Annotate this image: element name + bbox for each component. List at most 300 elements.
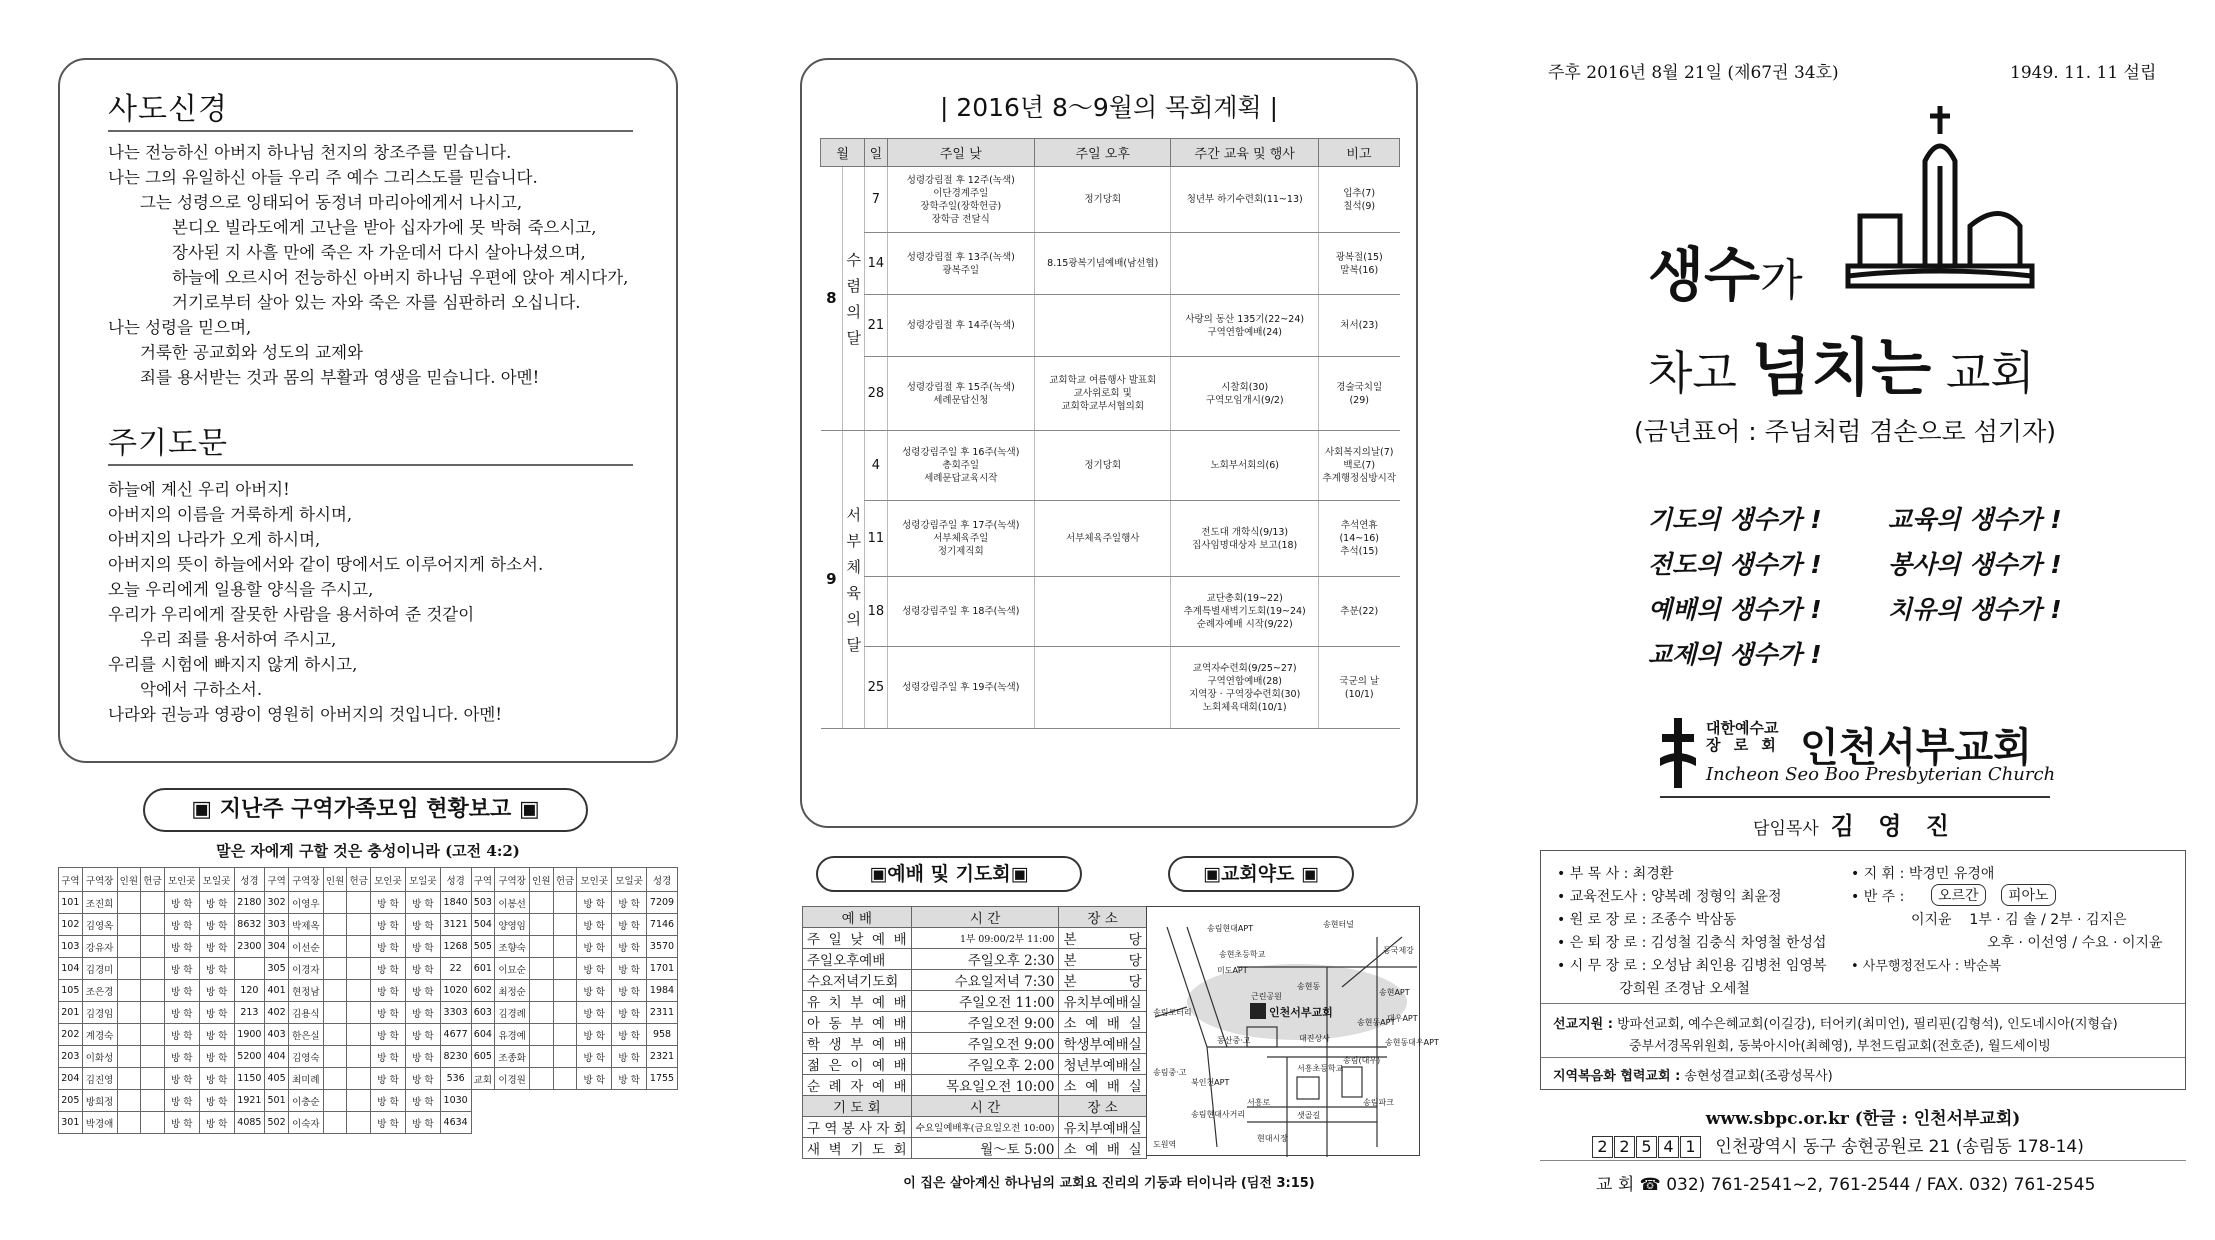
text-line: 나는 그의 유일하신 아들 우리 주 예수 그리스도를 믿습니다. [108, 168, 538, 187]
table-cell: 304 [265, 936, 289, 958]
text-line: 거기로부터 살아 있는 자와 죽은 자를 심판하러 오십니다. [172, 293, 581, 312]
table-cell [553, 1046, 577, 1068]
table-cell: 방 학 [612, 1002, 647, 1024]
table-cell: 방 학 [405, 1046, 440, 1068]
table-cell [141, 1090, 165, 1112]
month-name-cell [843, 167, 865, 431]
plan-cell [1035, 167, 1171, 233]
table-cell: 조종화 [495, 1046, 530, 1068]
month-name-char: 체 [846, 557, 861, 576]
table-cell: 이경원 [495, 1068, 530, 1090]
table-cell: 536 [440, 1068, 471, 1090]
table-cell [553, 1024, 577, 1046]
column-header: 모인곳 [164, 868, 199, 892]
table-cell: 603 [471, 1002, 495, 1024]
table-cell [530, 1046, 554, 1068]
table-cell: 3303 [440, 1002, 471, 1024]
plan-cell-line: 사랑의 동산 135기(22~24) [1185, 313, 1305, 325]
day-cell: 28 [865, 357, 887, 431]
table-cell [323, 1002, 347, 1024]
local-row [1553, 1065, 1833, 1084]
table-row [821, 647, 1400, 729]
table-cell-empty [471, 1090, 677, 1112]
text-line: 아버지의 뜻이 하늘에서와 같이 땅에서도 이루어지게 하소서. [108, 555, 544, 574]
table-cell: 방 학 [577, 980, 612, 1002]
table-row [59, 1068, 678, 1090]
prayer-title: 주기도문 [108, 426, 228, 461]
mission-text: 방파선교회, 예수은혜교회(이길강), 터어키(최미언), 필리핀(김형석), 인도네시아(지형습) [1617, 1017, 2118, 1032]
table-cell: 방 학 [405, 914, 440, 936]
text-line: 우리 죄를 용서하여 주시고, [140, 630, 337, 649]
column-header: 구역장 [495, 868, 530, 892]
map-label: 송림현대APT [1207, 924, 1254, 933]
local-text: 송현성결교회(조광성목사) [1684, 1069, 1833, 1084]
service-name: 주일오후예배 [803, 949, 912, 970]
table-cell [141, 1112, 165, 1134]
table-cell: 이봉선 [495, 892, 530, 914]
table-row [59, 1046, 678, 1068]
text-line: 아버지의 이름을 거룩하게 하시며, [108, 505, 353, 524]
plan-cell-line: 노회체육대회(10/1) [1202, 701, 1287, 713]
month-name-char: 수 [846, 250, 861, 269]
plan-cell [887, 501, 1035, 577]
table-cell: 방 학 [405, 1068, 440, 1090]
table-cell: 조진희 [82, 892, 117, 914]
table-cell: 방 학 [577, 1068, 612, 1090]
staff-row: 강희원 조경남 오세철 [1557, 981, 1750, 997]
month-name-char: 서 [846, 505, 861, 524]
month-name-char: 달 [846, 328, 861, 347]
table-row [803, 1033, 1147, 1054]
service-time: 주일오전 11:00 [911, 991, 1059, 1012]
table-cell: 1900 [234, 1024, 265, 1046]
table-cell [323, 914, 347, 936]
bible-verse: 이 집은 살아계신 하나님의 교회요 진리의 기둥과 터이니라 (딤전 3:15) [903, 1176, 1315, 1191]
column-header: 일 [865, 139, 887, 167]
column-header: 장 소 [1059, 907, 1146, 928]
plan-cell-line: 성령강림절 후 15주(녹색) [906, 381, 1015, 393]
table-cell [141, 1068, 165, 1090]
table-row [59, 980, 678, 1002]
table-cell: 방 학 [164, 1002, 199, 1024]
table-cell: 8632 [234, 914, 265, 936]
table-row [803, 1138, 1147, 1159]
table-cell: 방 학 [164, 914, 199, 936]
table-cell: 402 [265, 1002, 289, 1024]
zip-digit: 5 [1636, 1136, 1657, 1158]
table-cell: 계경숙 [82, 1024, 117, 1046]
map-label: 송현APT [1379, 988, 1410, 997]
month-cell: 8 [821, 167, 843, 431]
column-header: 비고 [1318, 139, 1399, 167]
service-time: 주일오전 9:00 [911, 1033, 1059, 1054]
table-row [59, 1112, 678, 1134]
table-cell: 2180 [234, 892, 265, 914]
table-cell [553, 936, 577, 958]
table-cell: 1268 [440, 936, 471, 958]
table-row [59, 936, 678, 958]
map-label: 샛골길 [1297, 1111, 1321, 1120]
table-cell: 방 학 [164, 1090, 199, 1112]
plan-cell-line: 광복절(15) [1335, 251, 1383, 263]
plan-cell [1318, 295, 1399, 357]
plan-cell-line: 8.15광복기념예배(남선협) [1047, 258, 1159, 269]
table-cell: 방 학 [577, 1002, 612, 1024]
table-cell: 103 [59, 936, 83, 958]
map-church-label: 인천서부교회 [1269, 1006, 1333, 1019]
mission-label: 선교지원 : [1553, 1017, 1613, 1032]
text-line: 나라와 권능과 영광이 영원히 아버지의 것입니다. 아멘! [108, 705, 503, 724]
plan-cell-line: 추계행정심방시작 [1322, 473, 1396, 484]
plan-cell-line: 추석연휴 [1340, 520, 1378, 531]
plan-cell [887, 357, 1035, 431]
table-row [59, 1024, 678, 1046]
cheer-item: 봉사의 생수가 ! [1888, 550, 2062, 579]
service-place: 본 당 [1059, 970, 1146, 991]
text-line: 악에서 구하소서. [140, 680, 263, 699]
table-cell: 4085 [234, 1112, 265, 1134]
table-cell: 박경애 [82, 1112, 117, 1134]
plan-cell-line: 집사임명대상자 보고(18) [1192, 539, 1298, 551]
month-name-char: 렴 [846, 276, 861, 295]
table-cell: 김경임 [82, 1002, 117, 1024]
table-cell: 방 학 [405, 936, 440, 958]
mission-row [1553, 1013, 2118, 1032]
cheer-item: 예배의 생수가 ! [1648, 595, 1822, 624]
map-drawing [1147, 907, 1421, 1157]
day-cell: 7 [865, 167, 887, 233]
pastor-line [1660, 796, 2050, 841]
map-label: 송림현대사거리 [1191, 1110, 1246, 1119]
map-label: 송림파크 [1363, 1098, 1394, 1107]
service-name: 유 치 부 예 배 [803, 991, 912, 1012]
table-cell: 404 [265, 1046, 289, 1068]
zip-digit: 4 [1658, 1136, 1679, 1158]
table-cell [323, 958, 347, 980]
local-label: 지역복음화 협력교회 : [1553, 1069, 1681, 1084]
plan-cell [1035, 431, 1171, 501]
address-line [1592, 1132, 2084, 1158]
staff-row: • 은 퇴 장 로 : 김성철 김충식 차영철 한성섭 [1557, 935, 1827, 951]
service-name: 학 생 부 예 배 [803, 1033, 912, 1054]
table-cell: 방 학 [405, 958, 440, 980]
map-label: 송현동APT [1357, 1018, 1396, 1027]
table-cell: 방 학 [612, 958, 647, 980]
map-label: 현대시장 [1257, 1134, 1288, 1143]
plan-cell-line: 교사위로회 및 [1073, 388, 1132, 399]
plan-cell [887, 647, 1035, 729]
plan-cell-line: 시찰회(30) [1221, 381, 1269, 393]
map-label: 송림중·고 [1153, 1068, 1187, 1077]
plan-cell-line: 구역연합예배(28) [1207, 675, 1282, 687]
table-cell: 이경자 [288, 958, 323, 980]
plan-cell-line: 구역모임개시(9/2) [1205, 394, 1284, 406]
table-cell [347, 892, 371, 914]
table-cell: 교회 [471, 1068, 495, 1090]
table-cell: 방 학 [371, 936, 406, 958]
service-time: 수요일예배후(금요일오전 10:00) [911, 1117, 1059, 1138]
text-line: 하늘에 오르시어 전능하신 아버지 하나님 우편에 앉아 계시다가, [172, 268, 629, 287]
service-time: 수요일저녁 7:30 [911, 970, 1059, 991]
plan-cell-line: 정기제직회 [937, 546, 984, 557]
table-cell: 조향숙 [495, 936, 530, 958]
table-cell [530, 914, 554, 936]
plan-cell-line: 노회부서회의(6) [1210, 460, 1279, 471]
staff-row: • 교육전도사 : 양복례 정형익 최윤정 [1557, 889, 1782, 905]
plan-cell-line: 서부체육주일 [933, 533, 989, 544]
plan-cell [1171, 501, 1319, 577]
plan-cell-line: 경술국치일 [1336, 381, 1383, 393]
table-cell [117, 1046, 141, 1068]
table-cell [117, 914, 141, 936]
table-cell: 7209 [647, 892, 678, 914]
table-cell [553, 1068, 577, 1090]
staff-row: • 원 로 장 로 : 조종수 박삼동 [1557, 912, 1737, 928]
table-cell: 방 학 [577, 936, 612, 958]
table-cell [117, 892, 141, 914]
table-cell [323, 1112, 347, 1134]
table-cell: 201 [59, 1002, 83, 1024]
table-cell: 방 학 [371, 1046, 406, 1068]
text-line: 거룩한 공교회와 성도의 교제와 [140, 343, 363, 362]
table-cell [347, 1090, 371, 1112]
staff-divider [1541, 1003, 2185, 1004]
month-name-char: 의 [846, 302, 861, 321]
table-cell: 601 [471, 958, 495, 980]
table-cell: 방 학 [371, 914, 406, 936]
table-cell [347, 914, 371, 936]
service-place: 학생부예배실 [1059, 1033, 1146, 1054]
table-cell: 105 [59, 980, 83, 1002]
table-cell: 방 학 [405, 892, 440, 914]
table-cell: 방 학 [371, 958, 406, 980]
table-cell [323, 936, 347, 958]
staff-row: 오후 · 이선영 / 수요 · 이지윤 [1987, 935, 2163, 951]
table-cell: 방 학 [371, 1002, 406, 1024]
table-cell [530, 936, 554, 958]
plan-cell-line: 청년부 하기수련회(11~13) [1186, 194, 1303, 205]
church-name: 인천서부교회 [1800, 725, 2032, 771]
map-label: 미도APT [1217, 966, 1248, 975]
table-cell: 방 학 [577, 1046, 612, 1068]
plan-cell [887, 295, 1035, 357]
table-cell: 방 학 [164, 1112, 199, 1134]
zip-code [1592, 1137, 1702, 1157]
website[interactable]: www.sbpc.or.kr (한글 : 인천서부교회) [1705, 1109, 2021, 1129]
table-cell: 7146 [647, 914, 678, 936]
day-cell: 18 [865, 577, 887, 647]
table-row [803, 1117, 1147, 1138]
table-cell: 203 [59, 1046, 83, 1068]
plan-cell [1171, 577, 1319, 647]
table-cell: 방 학 [199, 1112, 234, 1134]
plan-cell [1318, 357, 1399, 431]
services-table [802, 906, 1147, 1159]
slogan-line1 [1648, 228, 1803, 312]
column-header: 구역장 [82, 868, 117, 892]
table-cell: 김경례 [495, 1002, 530, 1024]
staff-panel [1540, 850, 2186, 1090]
table-cell [347, 936, 371, 958]
table-cell [141, 936, 165, 958]
plan-cell-line: 성령강림절 후 14주(녹색) [906, 320, 1015, 331]
table-cell: 403 [265, 1024, 289, 1046]
table-cell: 방 학 [612, 1068, 647, 1090]
map-label: 송현초등학교 [1219, 950, 1266, 959]
service-place: 청년부예배실 [1059, 1054, 1146, 1075]
table-row [59, 914, 678, 936]
column-header: 인원 [117, 868, 141, 892]
day-cell: 4 [865, 431, 887, 501]
plan-cell-line: (14~16) [1339, 533, 1380, 544]
table-cell [530, 1002, 554, 1024]
table-cell: 방 학 [164, 980, 199, 1002]
service-name: 젊 은 이 예 배 [803, 1054, 912, 1075]
column-header: 성경 [647, 868, 678, 892]
table-cell: 401 [265, 980, 289, 1002]
table-cell: 104 [59, 958, 83, 980]
plan-cell-line: 추분(22) [1340, 606, 1379, 617]
cheer-item: 기도의 생수가 ! [1648, 505, 1822, 534]
plan-cell-line: 구역연합예배(24) [1207, 326, 1282, 338]
plan-cell [1035, 233, 1171, 295]
text-line: 우리가 우리에게 잘못한 사람을 용서하여 준 것같이 [108, 605, 475, 624]
table-cell: 김용식 [288, 1002, 323, 1024]
cheer-item: 치유의 생수가 ! [1888, 595, 2062, 624]
table-cell [323, 892, 347, 914]
table-cell: 방 학 [612, 892, 647, 914]
table-cell: 605 [471, 1046, 495, 1068]
table-cell: 방 학 [164, 1068, 199, 1090]
table-cell [117, 1068, 141, 1090]
slogan-word: 생수 [1648, 241, 1761, 309]
year-motto: (금년표어 : 주님처럼 겸손으로 섬기자) [1634, 417, 2056, 446]
table-row [821, 501, 1400, 577]
pastor-name: 김 영 진 [1830, 812, 1957, 840]
service-name: 구 역 봉 사 자 회 [803, 1117, 912, 1138]
service-name: 주 일 낮 예 배 [803, 928, 912, 949]
table-cell-empty [471, 1112, 677, 1134]
plan-cell-line: 장학주일(장학헌금) [920, 200, 1002, 212]
plan-cell [1318, 647, 1399, 729]
plan-cell-line: 세례문답교육시작 [924, 473, 998, 484]
plan-cell [1171, 295, 1319, 357]
table-cell [530, 980, 554, 1002]
plan-cell [1171, 431, 1319, 501]
plan-cell-line: 순례자예배 시작(9/22) [1196, 619, 1293, 630]
table-cell: 604 [471, 1024, 495, 1046]
table-cell: 방 학 [199, 1024, 234, 1046]
table-cell: 방 학 [199, 1090, 234, 1112]
day-cell: 14 [865, 233, 887, 295]
service-time: 1부 09:00/2부 11:00 [911, 928, 1059, 949]
cheer-item: 전도의 생수가 ! [1648, 550, 1822, 579]
table-cell: 방 학 [577, 892, 612, 914]
table-cell: 방 학 [199, 980, 234, 1002]
plan-cell-line: 정기당회 [1084, 194, 1122, 205]
plan-cell [1318, 167, 1399, 233]
table-cell [117, 1112, 141, 1134]
table-row [803, 1012, 1147, 1033]
table-cell: 이화성 [82, 1046, 117, 1068]
table-cell: 방 학 [199, 914, 234, 936]
table-cell: 102 [59, 914, 83, 936]
map-label: 송현동 [1297, 982, 1321, 991]
table-cell: 방희정 [82, 1090, 117, 1112]
column-header: 모인곳 [577, 868, 612, 892]
staff-row: • 부 목 사 : 최경환 [1557, 866, 1674, 882]
slogan-line2 [1648, 318, 2035, 407]
table-row [821, 295, 1400, 357]
table-cell [117, 1024, 141, 1046]
staff-row: • 반 주 : [1851, 889, 1905, 905]
service-name: 순 례 자 예 배 [803, 1075, 912, 1096]
column-header: 구역장 [288, 868, 323, 892]
table-row [821, 431, 1400, 501]
plan-cell [1318, 577, 1399, 647]
table-cell [141, 1002, 165, 1024]
column-header: 성경 [234, 868, 265, 892]
phone-line: 교 회 ☎ 032) 761-2541~2, 761-2544 / FAX. 032) 761-2545 [1596, 1175, 2096, 1195]
table-cell: 1030 [440, 1090, 471, 1112]
creed-title: 사도신경 [108, 92, 228, 127]
plan-cell-line: 처서(23) [1340, 320, 1379, 331]
plan-cell-line: 성령강림주일 후 16주(녹색) [902, 447, 1020, 458]
table-cell: 방 학 [405, 1024, 440, 1046]
prayer-text [108, 477, 543, 727]
staff-divider [1541, 1057, 2185, 1058]
service-place: 소 예 배 실 [1059, 1075, 1146, 1096]
table-cell [323, 980, 347, 1002]
plan-cell [1035, 295, 1171, 357]
column-header: 구역 [265, 868, 289, 892]
mission-row: 중부서경목위원회, 동북아시아(최혜영), 부천드림교회(전호준), 월드세이빙 [1629, 1039, 2051, 1054]
pastor-label: 담임목사 [1753, 819, 1819, 839]
plan-cell-line: 사회복지의날(7) [1324, 447, 1394, 458]
month-name-char: 육 [846, 583, 861, 602]
text-line: 아버지의 나라가 오게 하시며, [108, 530, 321, 549]
table-row [59, 1090, 678, 1112]
table-cell: 방 학 [405, 1090, 440, 1112]
column-header: 모인곳 [371, 868, 406, 892]
table-cell [117, 980, 141, 1002]
services-title: ▣예배 및 기도회▣ [816, 856, 1082, 892]
table-cell [141, 958, 165, 980]
table-cell: 202 [59, 1024, 83, 1046]
plan-cell-line: 성령강림주일 후 19주(녹색) [902, 682, 1020, 693]
column-header: 모일곳 [612, 868, 647, 892]
table-cell: 405 [265, 1068, 289, 1090]
table-header-row [803, 907, 1147, 928]
text-line: 죄를 용서받는 것과 몸의 부활과 영생을 믿습니다. 아멘! [140, 368, 540, 387]
table-cell: 방 학 [199, 1046, 234, 1068]
table-cell: 2311 [647, 1002, 678, 1024]
table-cell: 방 학 [405, 1002, 440, 1024]
map-label: 서흥로 [1247, 1098, 1271, 1107]
table-cell: 502 [265, 1112, 289, 1134]
service-place: 유치부예배실 [1059, 991, 1146, 1012]
table-row [821, 167, 1400, 233]
month-name-cell [843, 431, 865, 729]
column-header: 인원 [530, 868, 554, 892]
plan-cell-line: 장학금 전달식 [931, 213, 990, 225]
staff-row: 이지윤 1부 · 김 솔 / 2부 · 김지은 [1911, 912, 2127, 928]
table-cell: 101 [59, 892, 83, 914]
plan-cell [1035, 647, 1171, 729]
table-cell: 1984 [647, 980, 678, 1002]
plan-cell [887, 233, 1035, 295]
table-cell: 방 학 [199, 1002, 234, 1024]
